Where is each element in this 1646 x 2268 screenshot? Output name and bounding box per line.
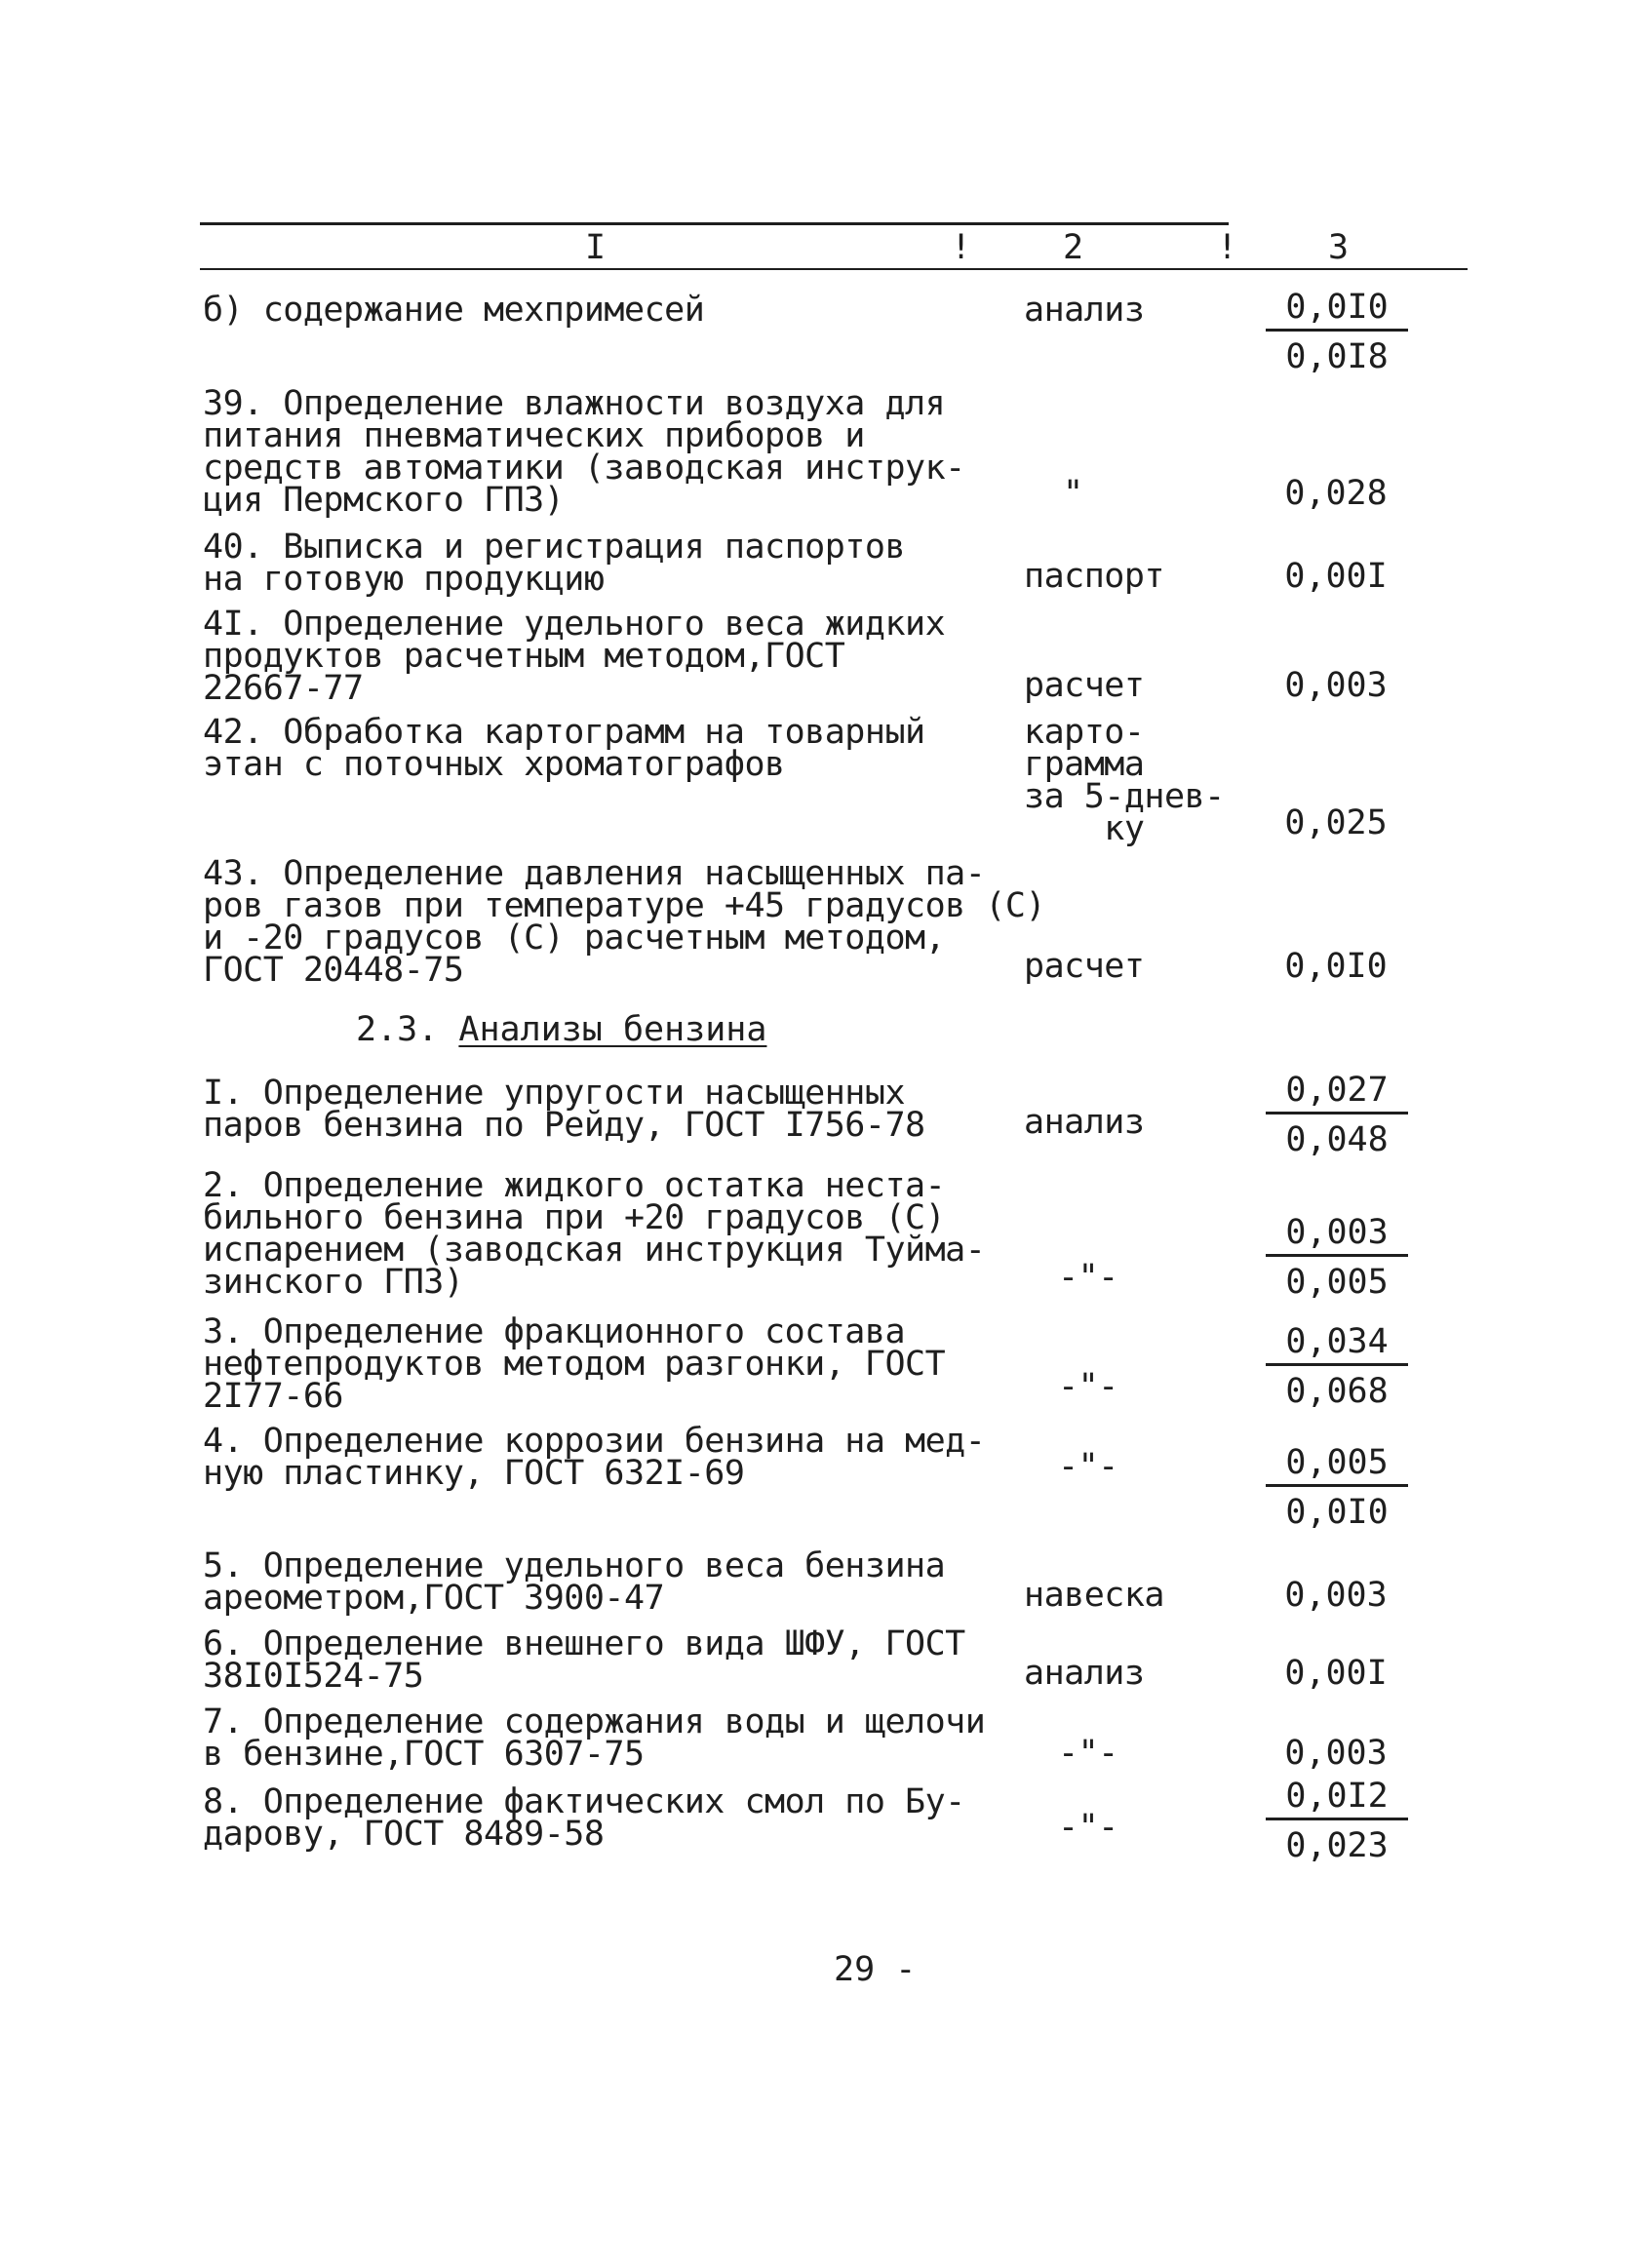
- row-text: 4I. Определение удельного веса жидких продуктов расчетным методом,ГОСТ 22667-77: [203, 605, 946, 708]
- row-unit: -"-: [1058, 1734, 1118, 1773]
- row-unit: анализ: [1024, 1654, 1145, 1693]
- fraction-numerator: 0,0I2: [1285, 1777, 1389, 1816]
- fraction-bar: [1266, 329, 1408, 332]
- fraction-bar: [1266, 1254, 1408, 1257]
- row-fraction: [1266, 1071, 1408, 1159]
- row-text: 42. Обработка картограмм на товарный этан с поточных хроматографов: [203, 713, 925, 784]
- page-number: 29 -: [834, 1950, 917, 1989]
- section-heading: [356, 1010, 767, 1049]
- row-unit: навеска: [1024, 1576, 1165, 1615]
- header-col2: 2: [1063, 228, 1084, 267]
- row-text: 8. Определение фактических смол по Бу- дарову, ГОСТ 8489-58: [203, 1782, 965, 1854]
- row-unit: ": [1063, 474, 1083, 513]
- row-unit: паспорт: [1024, 557, 1165, 596]
- header-bottom-rule: [200, 268, 1468, 270]
- row-value: 0,003: [1284, 1576, 1388, 1615]
- row-fraction: [1266, 1213, 1408, 1302]
- row-unit: -"-: [1058, 1808, 1118, 1847]
- header-sep1: !: [951, 228, 972, 267]
- row-text: 3. Определение фракционного состава нефтепродуктов методом разгонки, ГОСТ 2I77-66: [203, 1312, 946, 1416]
- row-value: 0,028: [1284, 474, 1388, 513]
- row-unit: расчет: [1024, 947, 1145, 986]
- row-unit: анализ: [1024, 1103, 1145, 1142]
- row-unit: -"-: [1058, 1447, 1118, 1486]
- fraction-numerator: 0,034: [1285, 1322, 1389, 1361]
- row-text: I. Определение упругости насыщенных паров бензина по Рейду, ГОСТ I756-78: [203, 1074, 925, 1145]
- fraction-numerator: 0,027: [1285, 1071, 1389, 1110]
- row-fraction: [1266, 1322, 1408, 1411]
- fraction-bar: [1266, 1818, 1408, 1820]
- fraction-bar: [1266, 1363, 1408, 1366]
- row-value: 0,003: [1284, 1734, 1388, 1773]
- row-value: 0,00I: [1284, 557, 1388, 596]
- fraction-denominator: 0,0I0: [1285, 1493, 1389, 1532]
- row-unit: -"-: [1058, 1367, 1118, 1406]
- row-text: б) содержание мехпримесей: [203, 291, 705, 330]
- row-fraction: [1266, 1443, 1408, 1532]
- row-fraction: [1266, 1777, 1408, 1865]
- fraction-denominator: 0,005: [1285, 1263, 1389, 1302]
- header-col3: 3: [1328, 228, 1350, 267]
- row-unit: анализ: [1024, 291, 1145, 330]
- row-fraction: [1266, 288, 1408, 376]
- fraction-denominator: 0,023: [1285, 1826, 1389, 1865]
- row-value: 0,0I0: [1284, 947, 1388, 986]
- fraction-numerator: 0,003: [1285, 1213, 1389, 1252]
- row-text: 4. Определение коррозии бензина на мед- ную пластинку, ГОСТ 632I-69: [203, 1422, 986, 1493]
- section-title: Анализы бензина: [458, 1010, 767, 1049]
- row-text: 5. Определение удельного веса бензина ареометром,ГОСТ 3900-47: [203, 1546, 946, 1618]
- row-text: 6. Определение внешнего вида ШФУ, ГОСТ 38I0I524-75: [203, 1624, 965, 1696]
- fraction-bar: [1266, 1112, 1408, 1114]
- fraction-bar: [1266, 1484, 1408, 1487]
- fraction-denominator: 0,048: [1285, 1120, 1389, 1159]
- row-text: 40. Выписка и регистрация паспортов на готовую продукцию: [203, 528, 906, 599]
- row-unit: карто- грамма за 5-днев- ку: [1024, 713, 1225, 848]
- row-value: 0,003: [1284, 666, 1388, 705]
- fraction-numerator: 0,0I0: [1285, 288, 1389, 327]
- row-text: 2. Определение жидкого остатка неста- бильного бензина при +20 градусов (С) испарением (заводская инструкция Туйма- зинского ГПЗ): [203, 1166, 986, 1302]
- header-top-rule: [200, 222, 1229, 225]
- row-text: 39. Определение влажности воздуха для питания пневматических приборов и средств автоматики (заводская инструк- ция Пермского ГПЗ): [203, 384, 965, 520]
- section-number: 2.3.: [356, 1010, 439, 1049]
- row-value: 0,00I: [1284, 1654, 1388, 1693]
- row-unit: -"-: [1058, 1258, 1118, 1297]
- fraction-denominator: 0,0I8: [1285, 337, 1389, 376]
- row-text: 43. Определение давления насыщенных па- ров газов при температуре +45 градусов (С) и -20 градусов (С) расчетным методом, ГОСТ 20448-75: [203, 854, 1046, 990]
- fraction-denominator: 0,068: [1285, 1372, 1389, 1411]
- row-unit: расчет: [1024, 666, 1145, 705]
- row-text: 7. Определение содержания воды и щелочи в бензине,ГОСТ 6307-75: [203, 1702, 986, 1774]
- header-col1: I: [585, 228, 607, 267]
- fraction-numerator: 0,005: [1285, 1443, 1389, 1482]
- header-sep2: !: [1217, 228, 1238, 267]
- row-value: 0,025: [1284, 803, 1388, 842]
